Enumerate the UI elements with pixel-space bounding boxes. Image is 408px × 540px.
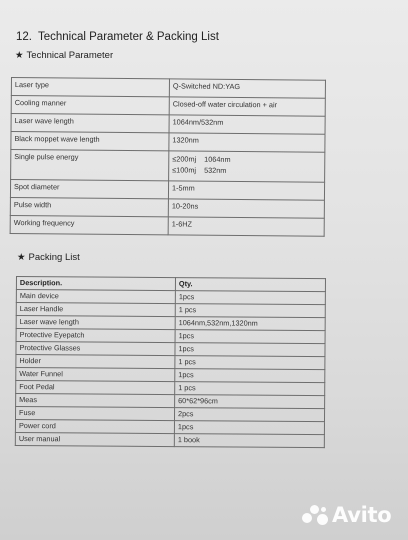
technical-row <box>10 215 324 236</box>
energy-value: ≤100mj <box>172 165 197 175</box>
packing-description: Fuse <box>15 407 174 421</box>
technical-label: Working frequency <box>10 215 168 234</box>
avito-logo-icon <box>302 504 328 526</box>
packing-description: Foot Pedal <box>16 381 175 395</box>
energy-wavelength: 1064nm <box>204 154 231 164</box>
packing-description: Laser Handle <box>16 303 175 317</box>
packing-description: Holder <box>16 355 175 369</box>
technical-label: Single pulse energy <box>11 150 169 181</box>
section-title-text: Technical Parameter & Packing List <box>38 31 219 43</box>
packing-heading-text: Packing List <box>28 252 80 263</box>
packing-header-description: Description. <box>16 277 175 291</box>
packing-qty: 1pcs <box>175 330 325 344</box>
packing-qty: 1 pcs <box>175 304 325 318</box>
technical-label: Pulse width <box>10 197 168 216</box>
technical-value: 1320nm <box>169 133 325 152</box>
technical-label: Black moppet wave length <box>11 132 169 151</box>
packing-qty: 1pcs <box>175 291 325 305</box>
star-icon: ★ <box>15 50 24 61</box>
packing-qty: 1064nm,532nm,1320nm <box>175 317 325 331</box>
packing-description: Power cord <box>15 420 174 434</box>
packing-qty: 1 book <box>174 434 324 448</box>
technical-value: Closed-off water circulation + air <box>169 97 325 116</box>
energy-line <box>172 164 321 176</box>
packing-list-table <box>15 276 326 448</box>
star-icon: ★ <box>17 252 26 263</box>
technical-value: Q-Switched ND:YAG <box>169 79 325 98</box>
packing-qty: 1pcs <box>174 421 324 435</box>
technical-value: 10-20ns <box>168 199 324 218</box>
technical-row <box>11 150 325 183</box>
packing-description: Protective Eyepatch <box>16 329 175 343</box>
technical-value: 1064nm/532nm <box>169 115 325 134</box>
technical-label: Laser wave length <box>11 114 169 133</box>
packing-qty: 1pcs <box>175 369 325 383</box>
section-number: 12. <box>16 31 32 43</box>
watermark-text: Avito <box>332 503 392 527</box>
technical-parameter-table <box>10 77 326 237</box>
technical-value: 1-6HZ <box>168 217 324 236</box>
packing-description: Main device <box>16 290 175 304</box>
avito-watermark <box>302 503 391 527</box>
packing-qty: 1 pcs <box>175 382 325 396</box>
technical-label: Cooling manner <box>11 96 169 115</box>
energy-value: ≤200mj <box>172 154 197 164</box>
technical-label: Spot diameter <box>10 180 168 199</box>
technical-value <box>169 151 325 182</box>
section-title <box>16 31 219 43</box>
packing-heading <box>17 252 80 263</box>
energy-wavelength: 532nm <box>204 165 227 175</box>
packing-description: Protective Glasses <box>16 342 175 356</box>
technical-heading-text: Technical Parameter <box>26 50 114 61</box>
technical-heading <box>15 50 113 61</box>
packing-row <box>15 432 324 447</box>
packing-qty: 1pcs <box>175 343 325 357</box>
packing-header-qty: Qty. <box>175 278 325 292</box>
technical-value: 1-5mm <box>168 181 324 200</box>
packing-qty: 1 pcs <box>175 356 325 370</box>
packing-description: Laser wave length <box>16 316 175 330</box>
packing-description: Meas <box>16 394 175 408</box>
packing-qty: 2pcs <box>174 408 324 422</box>
packing-description: Water Funnel <box>16 368 175 382</box>
packing-qty: 60*62*96cm <box>175 395 325 409</box>
technical-label: Laser type <box>11 78 169 97</box>
packing-description: User manual <box>15 432 174 446</box>
